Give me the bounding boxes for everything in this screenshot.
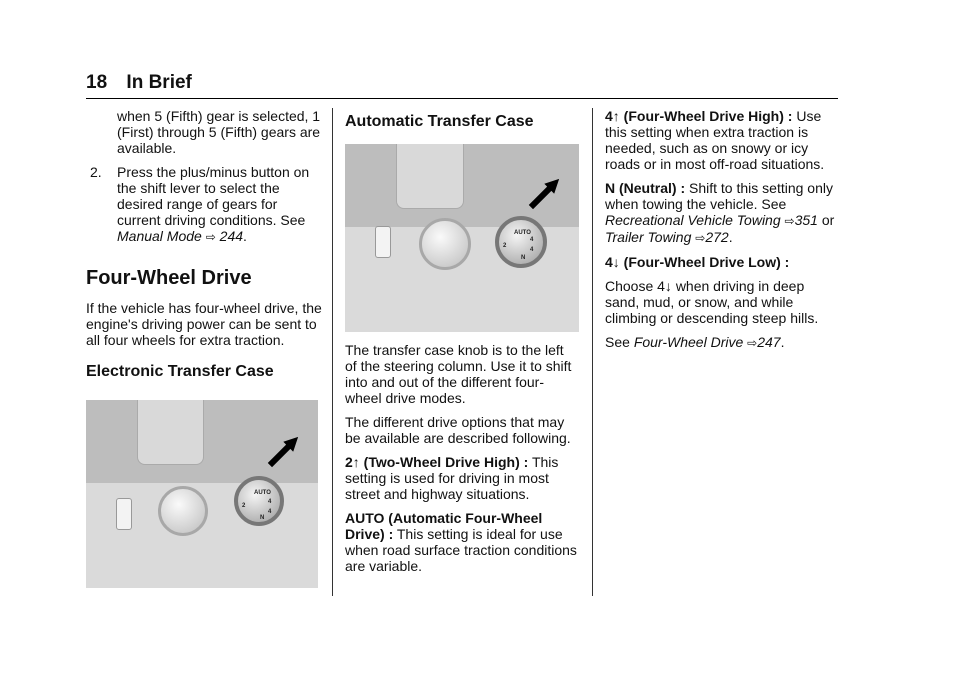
column-divider — [592, 108, 593, 596]
column-3 — [605, 108, 841, 359]
four-wheel-drive-link[interactable]: Four-Wheel Drive — [633, 334, 744, 350]
slot-icon — [375, 226, 391, 258]
heading-automatic-transfer-case: Automatic Transfer Case — [345, 113, 534, 130]
two-wheel-high-label: 2↑ (Two-Wheel Drive High) : — [345, 454, 529, 470]
four-wheel-low-text: Choose 4↓ when driving in deep sand, mud, or snow, and while climbing or descending steep hills. — [605, 278, 819, 326]
recreational-towing-link[interactable]: Recreational Vehicle Towing — [605, 212, 781, 228]
neutral-text: Shift to this setting only when towing the vehicle. See — [605, 180, 833, 212]
page-ref[interactable]: 247 — [757, 334, 781, 350]
electronic-transfer-case-figure — [86, 400, 318, 588]
column-divider — [332, 108, 333, 596]
list-number: 2. — [90, 164, 102, 180]
section-title: In Brief — [126, 72, 192, 93]
trailer-towing-link[interactable]: Trailer Towing — [605, 229, 692, 245]
heading-four-wheel-drive: Four-Wheel Drive — [86, 267, 252, 289]
column-2 — [345, 108, 579, 582]
four-wheel-high-entry — [605, 108, 841, 172]
auto-label: AUTO (Automatic Four-Wheel Drive) : — [345, 510, 543, 542]
heading-electronic-transfer-case: Electronic Transfer Case — [86, 363, 274, 380]
four-wheel-high-text: Use this setting when extra traction is needed, such as on snowy or icy roads or in most off-road situations. — [605, 108, 825, 172]
auto-text: This setting is ideal for use when road surface traction conditions are variable. — [345, 526, 577, 574]
page-ref-icon: ⇨ — [205, 230, 216, 244]
column-1 — [86, 108, 322, 588]
list-text: Press the plus/minus button on the shift lever to select the desired range of gears for current driving conditions. See — [117, 164, 310, 228]
transfer-case-knob: AUTO 2 4 4 N — [495, 216, 547, 268]
list-item: 2. Press the plus/minus button on the shift lever to select the desired range of gears for current driving conditions. See Manual Mode ⇨ 244. — [90, 164, 310, 244]
neutral-entry: N (Neutral) : Shift to this setting only when towing the vehicle. See Recreational Vehicle Towing ⇨351 or Trailer Towing ⇨272. — [605, 180, 835, 245]
transfer-case-knob: AUTO 2 4 4 N — [234, 476, 284, 526]
knob-location-paragraph: The transfer case knob is to the left of the steering column. Use it to shift into and out of the different four-wheel drive modes. — [345, 342, 572, 406]
see-prefix: See — [605, 334, 630, 350]
drive-options-paragraph: The different drive options that may be available are described following. — [345, 414, 571, 446]
or-text: or — [821, 212, 835, 228]
page-ref-icon: ⇨ — [784, 214, 795, 228]
neutral-label: N (Neutral) : — [605, 180, 686, 196]
four-wheel-low-label: 4↓ (Four-Wheel Drive Low) : — [605, 254, 790, 270]
page-ref[interactable]: 272 — [705, 229, 729, 245]
manual-mode-link[interactable]: Manual Mode — [117, 228, 202, 244]
auto-entry — [345, 510, 579, 574]
four-wheel-high-label: 4↑ (Four-Wheel Drive High) : — [605, 108, 793, 124]
see-also: See Four-Wheel Drive ⇨247. — [605, 334, 785, 350]
two-wheel-high-entry — [345, 454, 579, 502]
page-header — [86, 72, 192, 94]
page-ref-icon: ⇨ — [695, 231, 706, 245]
page-ref[interactable]: 351 — [794, 212, 818, 228]
page-ref[interactable]: 244 — [219, 228, 244, 244]
two-wheel-high-text: This setting is used for driving in most street and highway situations. — [345, 454, 559, 502]
dial-icon — [419, 218, 471, 270]
page-ref-icon: ⇨ — [747, 336, 758, 350]
automatic-transfer-case-figure — [345, 144, 579, 332]
continued-text: when 5 (Fifth) gear is selected, 1 (First) through 5 (Fifth) gears are available. — [117, 108, 321, 156]
page-number: 18 — [86, 72, 108, 93]
dial-icon — [158, 486, 208, 536]
slot-icon — [116, 498, 132, 530]
header-rule — [86, 98, 838, 99]
four-wheel-drive-paragraph: If the vehicle has four-wheel drive, the engine's driving power can be sent to all four wheels for extra traction. — [86, 300, 322, 348]
